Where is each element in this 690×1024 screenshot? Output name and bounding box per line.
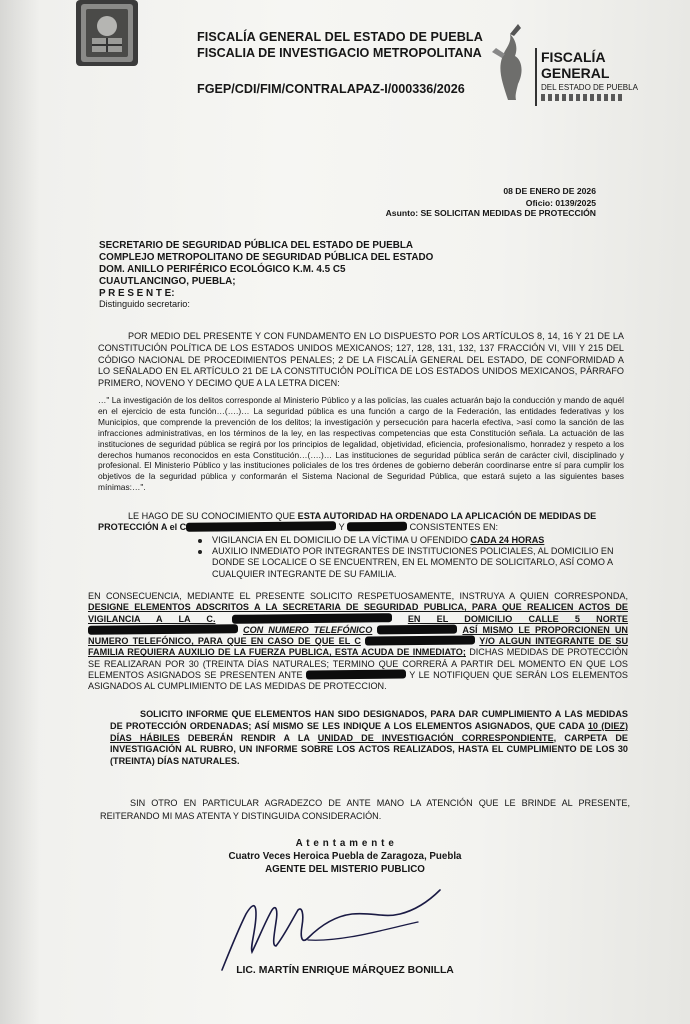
redacted-name [186,521,336,532]
bullet-icon [198,550,202,554]
asunto-line [386,208,596,218]
p2-and: Y [338,522,345,533]
measure-2: AUXILIO INMEDIATO POR INTEGRANTES DE INSTITUCIONES POLICIALES, AL DOMICILIO EN DONDE SE LOCALICE O SE ENCUENTREN, EN EL MOMENTO DE SOLICITARLO, ASÍ COMO A CUALQUIER INTEGRANTE DE SU FAMILIA. [212,546,614,579]
measure-1: VIGILANCIA EN EL DOMICILIO DE LA VÍCTIMA U OFENDIDO [212,535,468,545]
p3-provide: ASÍ MISMO LE PROPORCIONEN UN NUMERO TELEFÓNICO, PARA QUE EN CASO DE QUE EL C [88,624,628,647]
p3-address: EN EL DOMICILIO CALLE 5 NORTE [407,613,628,624]
measures-list [198,535,628,580]
legal-basis-paragraph [98,331,624,390]
logo-pattern [541,94,625,101]
request-paragraph [88,591,628,693]
redacted-name [306,670,406,680]
redacted-name [347,522,407,532]
p4-render: DEBERÁN RENDIR A LA [187,732,310,743]
redacted-address [88,624,238,635]
p3-intro: EN CONSECUENCIA, MEDIANTE EL PRESENTE SOLICITO RESPETUOSAMENTE, INSTRUYA A QUIEN CORRESPONDA, [88,591,628,601]
recipient-line-4: CUAUTLANCINGO, PUEBLA; [99,276,236,287]
file-number: FGEP/CDI/FIM/CONTRALAPAZ-I/000336/2026 [197,82,465,96]
p3-notify: Y LE NOTIFIQUEN QUE SERÁN LOS ELEMENTOS ASIGNADOS AL CUMPLIMIENTO DE LAS MEDIDAS DE PROTECCION. [88,670,628,692]
recipient-line-2: COMPLEJO METROPOLITANO DE SEGURIDAD PÚBLICA DEL ESTADO [99,252,434,263]
state-seal-icon [72,0,142,70]
oficio-number: 0139/2025 [555,198,596,208]
p3-phone: CON NUMERO TELEFÓNICO [243,624,373,635]
p4-days: 10 (DIEZ) DÍAS HÁBILES [110,720,628,743]
p2-order: ESTA AUTORIDAD HA ORDENADO LA APLICACIÓN DE MEDIDAS DE PROTECCIÓN A el C [98,511,597,533]
measure-1-frequency: CADA 24 HORAS [470,535,545,545]
handwritten-signature [212,880,480,976]
p4-unit: UNIDAD DE INVESTIGACIÓN CORRESPONDIENTE, [317,732,557,743]
report-paragraph [110,709,628,768]
header-line-1: FISCALÍA GENERAL DEL ESTADO DE PUEBLA [197,30,483,44]
header-line-2: FISCALIA DE INVESTIGACIO METROPOLITANA [197,46,482,60]
closing-paragraph [100,797,630,823]
redacted-phone [377,624,457,634]
recipient-line-1: SECRETARIO DE SEGURIDAD PÚBLICA DEL ESTADO DE PUEBLA [99,240,414,251]
greeting: Distinguido secretario: [99,299,190,309]
signer-name: LIC. MARTÍN ENRIQUE MÁRQUEZ BONILLA [236,965,454,976]
measures-intro-paragraph [98,511,624,533]
document-date: 08 DE ENERO DE 2026 [503,186,596,196]
p2-consist: CONSISTENTES EN: [409,522,499,533]
oficio-label: Oficio: [525,198,553,208]
asunto-text: SE SOLICITAN MEDIDAS DE PROTECCIÓN [420,208,596,218]
closing-title: AGENTE DEL MISTERIO PUBLICO [265,864,425,875]
p5-text: SIN OTRO EN PARTICULAR AGRADEZCO DE ANTE MANO LA ATENCIÓN QUE LE BRINDE AL PRESENTE, REITERANDO MI MAS ATENTA Y DISTINGUIDA CONSIDERACIÓN. [100,798,630,821]
logo-divider [535,48,537,106]
logo-text-fiscalia: FISCALÍA [541,49,606,65]
redacted-name [232,613,392,624]
p3-designate: DESIGNE ELEMENTOS ADSCRITOS A LA SECRETARIA DE SEGURIDAD PUBLICA, PARA QUE REALICEN ACTOS DE VIGILANCIA A LA C. [88,602,628,624]
constitution-quote: …" La investigación de los delitos corresponde al Ministerio Público y a las policías, las cuales actuarán bajo la conducción y mando de aquél en el ejercicio de esta función…(….)… La seguridad pública es una función a cargo de la Federación, las entidades federativas y los Municipios, que comprende la prevención de los delitos; la investigación y persecución para hacerla efectiva, >así como la sanción de las infracciones administrativas, en los términos de la ley, en las respectivas competencias que esta Constitución señala. La actuación de las instituciones de seguridad pública se regirá por los principios de legalidad, objetividad, eficiencia, profesionalismo, honradez y respeto a los derechos humanos reconocidos en esta Constitución…(….)… Las instituciones de seguridad pública serán de carácter civil, disciplinado y profesional. El Ministerio Público y las instituciones policiales de los tres órdenes de gobierno deberán coordinarse entre sí para cumplir los objetivos de la seguridad pública y conformarán el Sistema Nacional de Seguridad Pública, que estará sujeto a las siguientes bases mínimas:…". [98,395,624,493]
logo-text-estado: DEL ESTADO DE PUEBLA [541,83,638,92]
p3-family: Y/O ALGUN INTEGRANTE DE SU FAMILIA REQUIERA AUXILIO DE LA FUERZA PUBLICA, ESTA ACUDA DE INMEDIATO; [88,636,629,658]
asunto-label: Asunto: [385,208,419,218]
p2-intro: LE HAGO DE SU CONOCIMIENTO QUE [128,511,296,521]
p4-intro: SOLICITO INFORME QUE ELEMENTOS HAN SIDO DESIGNADOS, PARA DAR CUMPLIMIENTO A LAS MEDIDAS DE PROTECCIÓN ORDENADAS; ASÍ MISMO SE LES INDIQUE A LOS ELEMENTOS ASIGNADOS, QUE CADA [110,709,628,731]
redacted-name [365,636,475,646]
p3-duration: DICHAS MEDIDAS DE PROTECCIÓN SE REALIZARAN POR 30 (TREINTA DÍAS NATURALES; TERMINO QUE CORRERÁ A PARTIR DEL MOMENTO EN QUE LOS ELEMENTOS ASIGNADOS SE PRESENTEN ANTE [88,647,628,681]
recipient-line-5: P R E S E N T E: [99,288,175,299]
logo-text-general: GENERAL [541,65,610,81]
statue-logo-icon [488,22,533,102]
list-item [198,535,628,546]
recipient-line-3: DOM. ANILLO PERIFÉRICO ECOLÓGICO K.M. 4.5 C5 [99,264,346,275]
closing-atentamente: A t e n t a m e n t e [295,838,395,849]
list-item [198,546,628,580]
bullet-icon [198,539,202,543]
oficio-line [526,198,596,208]
closing-city: Cuatro Veces Heroica Puebla de Zaragoza, Puebla [228,851,462,862]
p4-rest: CARPETA DE INVESTIGACIÓN AL RUBRO, UN INFORME SOBRE LOS ACTOS REALIZADOS, HASTA EL CUMPLIMIENTO DE LOS 30 (TREINTA) DÍAS NATURALES. [110,732,628,767]
paragraph-1-text: POR MEDIO DEL PRESENTE Y CON FUNDAMENTO EN LO DISPUESTO POR LOS ARTÍCULOS 8, 14, 16 Y 21 DE LA CONSTITUCIÓN POLÍTICA DE LOS ESTADOS UNIDOS MEXICANOS; 127, 128, 131, 132, 137 FRACCIÓN VI, VIII Y 215 DEL CÓDIGO NACIONAL DE PROCEDIMIENTOS PENALES; 2 DE LA FISCALÍA GENERAL DEL ESTADO, DE CONFORMIDAD A LO SEÑALADO EN EL ARTÍCULO 21 DE LA CONSTITUCIÓN POLÍTICA DE LOS ESTADOS UNIDOS MEXICANOS, PÁRRAFO PRIMERO, NOVENO Y DECIMO QUE A LA LETRA DICEN: [98,331,624,389]
recipient-block [99,240,433,300]
